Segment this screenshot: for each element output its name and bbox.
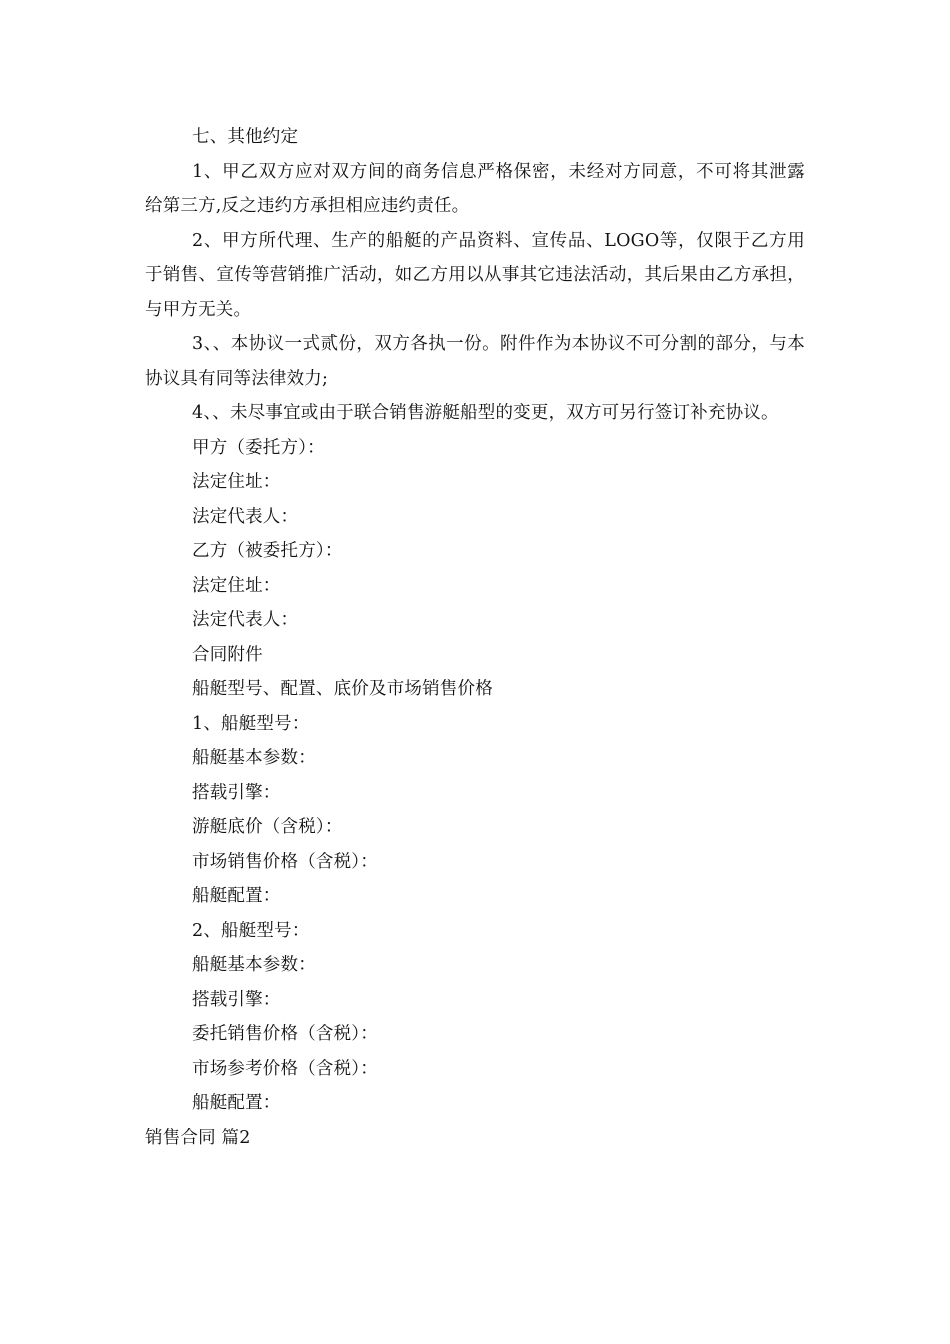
document-body <box>145 120 805 1155</box>
party-b-representative: 法定代表人： <box>192 610 299 630</box>
model-2-reference-price: 市场参考价格（含税）： <box>192 1058 378 1079</box>
section-heading: 七、其他约定 <box>192 127 299 147</box>
party-b-label: 乙方（被委托方）： <box>192 541 343 561</box>
clause-1: 1、甲乙双方应对双方间的商务信息严格保密，未经对方同意，不可将其泄露给第三方,反之违约方承担相应违约责任。 <box>145 161 805 216</box>
model-1-base-price: 游艇底价（含税）： <box>192 817 343 837</box>
model-2-model: 2、船艇型号： <box>192 920 310 941</box>
attachment-subtitle: 船艇型号、配置、底价及市场销售价格 <box>192 679 493 699</box>
party-b-address: 法定住址： <box>192 575 281 596</box>
model-1-config: 船艇配置： <box>192 886 281 906</box>
model-1-params: 船艇基本参数： <box>192 748 316 768</box>
model-1-model: 1、船艇型号： <box>192 713 310 734</box>
party-a-label: 甲方（委托方）： <box>192 437 325 458</box>
party-a-address: 法定住址： <box>192 472 281 492</box>
clause-2: 2、甲方所代理、生产的船艇的产品资料、宣传品、LOGO等，仅限于乙方用于销售、宣传等营销推广活动，如乙方用以从事其它违法活动，其后果由乙方承担，与甲方无关。 <box>145 230 805 320</box>
clause-3: 3、、本协议一式贰份，双方各执一份。附件作为本协议不可分割的部分，与本协议具有同等法律效力; <box>145 334 805 389</box>
attachment-title: 合同附件 <box>192 644 263 665</box>
party-a-representative: 法定代表人： <box>192 506 299 527</box>
model-2-engine: 搭载引擎： <box>192 989 281 1010</box>
model-2-entrusted-price: 委托销售价格（含税）： <box>192 1024 378 1044</box>
clause-4: 4、、未尽事宜或由于联合销售游艇船型的变更，双方可另行签订补充协议。 <box>192 403 779 423</box>
model-1-engine: 搭载引擎： <box>192 782 281 803</box>
model-1-market-price: 市场销售价格（含税）： <box>192 851 378 872</box>
model-2-params: 船艇基本参数： <box>192 955 316 975</box>
next-contract-heading: 销售合同 篇2 <box>145 1127 251 1148</box>
model-2-config: 船艇配置： <box>192 1093 281 1113</box>
